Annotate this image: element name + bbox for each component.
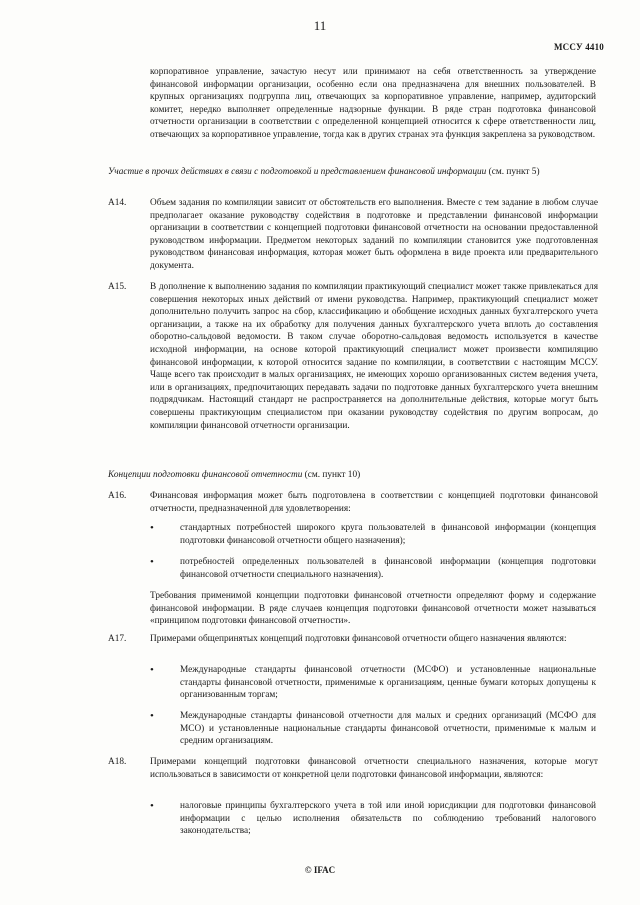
paragraph-a14 (108, 197, 598, 273)
bullet-icon: • (150, 710, 154, 722)
continuation-paragraph: корпоративное управление, зачастую несут или принимают на себя ответственность за утверждение финансовой информации организации, особенно если она предназначена для внешних пользователей. В крупных организациях подгруппа лиц, отвечающих за корпоративное управление, например, аудиторский комитет, нередко выполняет определенные надзорные функции. В ряде стран подготовка финансовой отчетности организации в соответствии с определенной концепцией относится к сфере ответственности лиц, отвечающих за корпоративное управление, тогда как в других странах эта функция закреплена за руководством. (150, 67, 596, 140)
section-heading-frameworks (108, 469, 598, 482)
list-item (150, 710, 596, 748)
paragraph-number: A14. (108, 198, 127, 208)
list-item (150, 664, 596, 702)
bullet-icon: • (150, 522, 154, 534)
list-item-text: Международные стандарты финансовой отчетности (МСФО) и установленные национальные стандарты финансовой отчетности, применимые к организациям, ценные бумаги которых допущены к организованным торгам; (180, 665, 596, 701)
list-item-text: Международные стандарты финансовой отчетности для малых и средних организаций (МСФО для МСО) и установленные национальные стандарты финансовой отчетности, применимые к малым и средним организациям. (180, 711, 596, 747)
footer-copyright: © IFAC (304, 865, 336, 875)
paragraph-text: Примерами общепринятых концепций подготовки финансовой отчетности общего назначения являются: (150, 634, 567, 644)
list-item-text: потребностей определенных пользователей в финансовой информации (концепция подготовки финансовой отчетности специального назначения). (180, 557, 596, 580)
paragraph-number: A16. (108, 491, 127, 501)
section-heading-title: Концепции подготовки финансовой отчетности (108, 470, 303, 480)
paragraph-a15 (108, 281, 598, 432)
paragraph-a17 (108, 633, 598, 646)
paragraph-number: A17. (108, 634, 127, 644)
paragraph-a16 (108, 490, 598, 515)
document-code: МССУ 4410 (553, 42, 604, 52)
page-number: 11 (313, 18, 327, 33)
list-item-text: налоговые принципы бухгалтерского учета в той или иной юрисдикции для подготовки финансовой информации с целью исполнения обязательств по соблюдению требований налогового законодательства; (180, 801, 596, 837)
paragraph-text: Финансовая информация может быть подготовлена в соответствии с концепцией подготовки финансовой отчетности, предназначенной для удовлетворения: (150, 491, 598, 514)
paragraph-text: В дополнение к выполнению задания по компиляции практикующий специалист может также привлекаться для совершения некоторых иных действий от имени руководства. Например, практикующий специалист может дополнительно получить запрос на сбор, классификацию и обобщение исходных данных бухгалтерского учета организации, а также на их обработку для получения данных бухгалтерского учета вплоть до составления оборотно-сальдовой ведомости. В таком случае оборотно-сальдовая ведомость используется в качестве исходной информации, на основе которой практикующий специалист может произвести компиляцию финансовой информации, к которой относится задание по компиляции, в соответствии с настоящим МССУ. Чаще всего так происходит в малых организациях, не имеющих хорошо организованных систем ведения учета, или в организациях, предпочитающих передавать задачи по подготовке данных бухгалтерского учета внешним подрядчикам. Настоящий стандарт не распространяется на дополнительные действия, которые могут быть совершены практикующим специалистом при оказании руководству содействия по другим вопросам, до компиляции финансовой отчетности организации. (150, 282, 598, 431)
paragraph-text: Примерами концепций подготовки финансовой отчетности специального назначения, которые могут использоваться в зависимости от конкретной цели подготовки финансовой информации, являются: (150, 757, 598, 780)
list-item (150, 800, 596, 838)
paragraph-number: A18. (108, 757, 127, 767)
paragraph-number: A15. (108, 282, 127, 292)
paragraph-a16-continuation: Требования применимой концепции подготовки финансовой отчетности определяют форму и содержание финансовой информации. В ряде случаев концепция подготовки финансовой отчетности может называться «принципом подготовки финансовой отчетности». (150, 591, 596, 627)
paragraph-text: Объем задания по компиляции зависит от обстоятельств его выполнения. Вместе с тем задание в любом случае предполагает оказание руководству содействия в подготовке и представлении финансовой информации организации в соответствии с концепцией подготовки финансовой отчетности на основании предоставленной руководством информации. Предметом некоторых заданий по компиляции становится уже подготовленная руководством финансовая информация, которая может быть оформлена в виде проекта или предварительного документа. (150, 198, 598, 271)
paragraph-a18 (108, 756, 598, 781)
bullet-icon: • (150, 664, 154, 676)
list-item (150, 556, 596, 581)
section-heading-ref: (см. пункт 10) (302, 470, 361, 480)
bullet-icon: • (150, 800, 154, 812)
section-heading-ref: (см. пункт 5) (486, 167, 540, 177)
list-item (150, 522, 596, 547)
section-heading-other-activities (108, 166, 598, 179)
bullet-icon: • (150, 556, 154, 568)
section-heading-title: Участие в прочих действиях в связи с подготовкой и представлением финансовой информации (108, 167, 487, 177)
list-item-text: стандартных потребностей широкого круга пользователей в финансовой информации (концепция подготовки финансовой отчетности общего назначения); (180, 523, 596, 546)
